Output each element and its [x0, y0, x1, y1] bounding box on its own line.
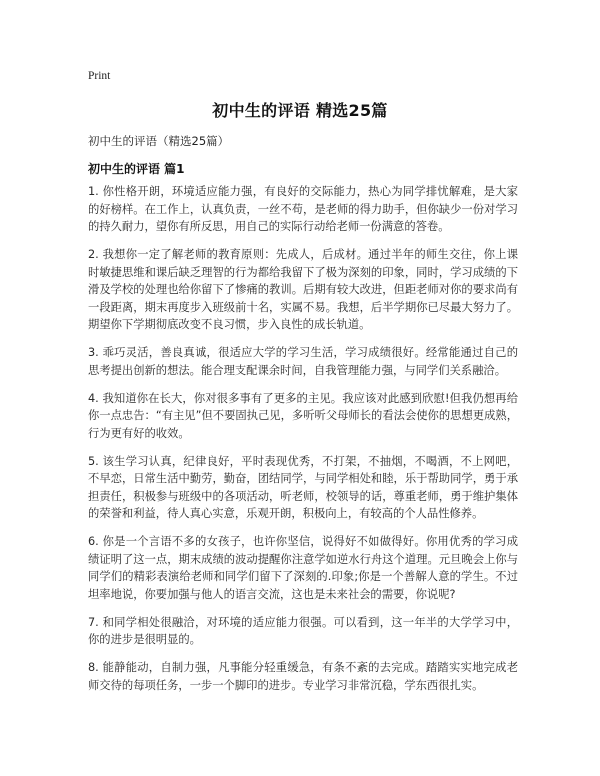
- document-subtitle: 初中生的评语（精选25篇）: [88, 134, 230, 148]
- comment-paragraph-7: 7. 和同学相处很融洽，对环境的适应能力很强。可以看到，这一年半的大学学习中，你的进步是很明显的。: [88, 615, 518, 646]
- comment-paragraph-1: 1. 你性格开朗，环境适应能力强，有良好的交际能力，热心为同学排忧解难，是大家的好榜样。在工作上，认真负责，一丝不苟，是老师的得力助手，但你缺少一份对学习的持久耐力，望你有所反思，用自己的实际行动给老师一份满意的答卷。: [88, 185, 518, 233]
- comment-paragraph-5: 5. 该生学习认真，纪律良好，平时表现优秀，不打架，不抽烟，不喝酒，不上网吧，不早恋，日常生活中勤劳，勤奋，团结同学，与同学相处和睦，乐于帮助同学，勇于承担责任，积极参与班级中的各项活动，听老师，校领导的话，尊重老师，勇于维护集体的荣誉和利益，待人真心实意，乐观开朗，积极向上，有较高的个人品性修养。: [88, 454, 518, 520]
- comment-paragraph-4: 4. 我知道你在长大，你对很多事有了更多的主见。我应该对此感到欣慰!但我仍想再给你一点忠告：“有主见”但不要固执己见，多听听父母师长的看法会使你的思想更成熟，行为更有好的收效。: [88, 391, 518, 440]
- comment-list: [88, 183, 518, 705]
- comment-paragraph-3: 3. 乖巧灵活，善良真诚，很适应大学的学习生活，学习成绩很好。经常能通过自己的思考提出创新的想法。能合理支配课余时间，自我管理能力强，与同学们关系融洽。: [88, 346, 518, 377]
- print-label[interactable]: Print: [88, 70, 111, 82]
- comment-paragraph-8: 8. 能静能动，自制力强，凡事能分轻重缓急，有条不紊的去完成。踏踏实实地完成老师交待的每项任务，一步一个脚印的进步。专业学习非常沉稳，学东西很扎实。: [88, 661, 518, 692]
- page-title: 初中生的评语 精选25篇: [212, 101, 388, 120]
- section-heading: 初中生的评语 篇1: [88, 162, 185, 176]
- comment-paragraph-2: 2. 我想你一定了解老师的教育原则：先成人，后成材。通过半年的师生交往，你上课时敏捷思维和课后缺乏理智的行为都给我留下了极为深刻的印象，同时，学习成绩的下滑及学校的处理也给你留下了惨痛的教训。后期有较大改进，但距老师对你的要求尚有一段距离，期末再度步入班级前十名，实属不易。我想，后半学期你已尽最大努力了。期望你下学期彻底改变不良习惯，步入良性的成长轨道。: [88, 248, 518, 331]
- comment-paragraph-6: 6. 你是一个言语不多的女孩子，也许你坚信，说得好不如做得好。你用优秀的学习成绩证明了这一点，期末成绩的波动提醒你注意学如逆水行舟这个道理。元旦晚会上你与同学们的精彩表演给老师和同学们留下了深刻的.印象;你是一个善解人意的学生。不过坦率地说，你要加强与他人的语言交流，这也是未来社会的需要，你说呢?: [88, 535, 518, 601]
